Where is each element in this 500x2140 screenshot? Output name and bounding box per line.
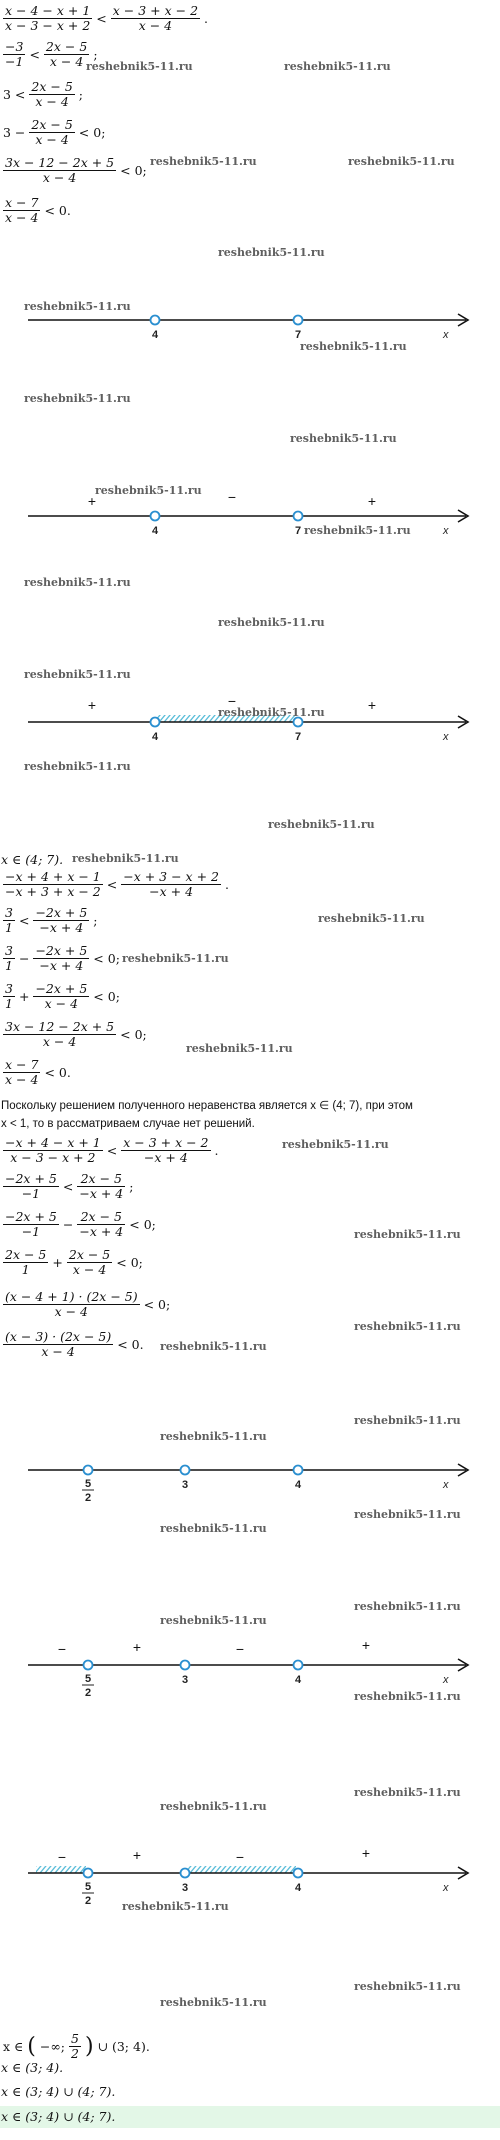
open-point-4: [294, 1661, 303, 1670]
watermark: reshebnik5-11.ru: [318, 912, 425, 925]
sign-1: +: [87, 493, 97, 509]
open-point-4: [151, 718, 160, 727]
watermark: reshebnik5-11.ru: [354, 1320, 461, 1333]
tick-label-3: 3: [181, 1674, 189, 1686]
watermark: reshebnik5-11.ru: [160, 1996, 267, 2009]
watermark: reshebnik5-11.ru: [160, 1340, 267, 1353]
watermark: reshebnik5-11.ru: [160, 1614, 267, 1627]
watermark: reshebnik5-11.ru: [354, 1786, 461, 1799]
watermark: reshebnik5-11.ru: [86, 60, 193, 73]
watermark: reshebnik5-11.ru: [24, 668, 131, 681]
case2-line-3: $\frac{3}{1}$ − $\frac{-2x + 5}{-x + 4}$ < 0;: [5, 943, 120, 973]
final-answer: x ∈ (3; 4) ∪ (4; 7).: [1, 2109, 116, 2124]
watermark: reshebnik5-11.ru: [218, 616, 325, 629]
case2-line-1: $\frac{-x + 4 + x - 1}{-x + 3 + x - 2}$ < $\frac{-x + 3 - x + 2}{-x + 4}$ .: [5, 869, 229, 899]
watermark: reshebnik5-11.ru: [218, 706, 325, 719]
watermark: reshebnik5-11.ru: [24, 760, 131, 773]
case3-line-4: $\frac{2x - 5}{1}$ + $\frac{2x - 5}{x - 4}$ < 0;: [5, 1247, 143, 1277]
tick-label-5-2-num: 5: [84, 1673, 92, 1685]
watermark: reshebnik5-11.ru: [160, 1522, 267, 1535]
sign-1: −: [57, 1849, 67, 1865]
tick-label-5-2-num: 5: [84, 1478, 92, 1490]
watermark: reshebnik5-11.ru: [24, 576, 131, 589]
watermark: reshebnik5-11.ru: [186, 1042, 293, 1055]
case1-line-4: 3 − $\frac{2x - 5}{x - 4}$ < 0;: [3, 117, 106, 147]
tick-label-4: 4: [294, 1882, 302, 1894]
case2-line-6: $\frac{x - 7}{x - 4}$ < 0.: [5, 1057, 71, 1087]
open-point-5-2: [84, 1869, 93, 1878]
case1-line-6: $\frac{x - 7}{x - 4}$ < 0.: [5, 195, 71, 225]
tick-label-7: 7: [294, 525, 302, 537]
case1-result: x ∈ (4; 7).: [1, 852, 64, 867]
tick-label-5-2-den: 2: [84, 1895, 92, 1907]
open-point-7: [294, 316, 303, 325]
watermark: reshebnik5-11.ru: [218, 246, 325, 259]
open-point-4: [151, 316, 160, 325]
tick-label-5-2-den: 2: [84, 1687, 92, 1699]
open-point-3: [181, 1661, 190, 1670]
final-result-1: x ∈ (3; 4).: [1, 2060, 64, 2075]
case1-axis-solution: [0, 693, 500, 752]
watermark: reshebnik5-11.ru: [354, 1690, 461, 1703]
watermark: reshebnik5-11.ru: [122, 952, 229, 965]
watermark: reshebnik5-11.ru: [354, 1980, 461, 1993]
tick-label-7: 7: [294, 329, 302, 341]
case2-line-2: $\frac{3}{1}$ < $\frac{-2x + 5}{-x + 4}$ ;: [5, 905, 98, 935]
watermark: reshebnik5-11.ru: [354, 1508, 461, 1521]
watermark: reshebnik5-11.ru: [348, 155, 455, 168]
tick-label-5-2-num: 5: [84, 1881, 92, 1893]
case2-note-1: Поскольку решением полученного неравенства является x ∈ (4; 7), при этом: [1, 1100, 413, 1112]
axis-x-label: x: [443, 329, 449, 341]
axis-x-label: x: [443, 1674, 449, 1686]
case2-note-2: x < 1, то в рассматриваем случае нет решений.: [1, 1118, 255, 1130]
case2-line-5: $\frac{3x - 12 - 2x + 5}{x - 4}$ < 0;: [5, 1019, 147, 1049]
case1-line-2: $\frac{-3}{-1}$ < $\frac{2x - 5}{x - 4}$ ;: [5, 39, 98, 69]
case3-result: x ∈ ( −∞; $\frac{5}{2}$ ) ∪ (3; 4).: [3, 2031, 150, 2061]
case3-line-5: $\frac{(x - 4 + 1) \cdot (2x - 5)}{x - 4}$ < 0;: [5, 1289, 171, 1319]
watermark: reshebnik5-11.ru: [160, 1430, 267, 1443]
final-result-2: x ∈ (3; 4) ∪ (4; 7).: [1, 2084, 116, 2099]
tick-label-4: 4: [294, 1479, 302, 1491]
watermark: reshebnik5-11.ru: [300, 340, 407, 353]
watermark: reshebnik5-11.ru: [282, 1138, 389, 1151]
tick-label-3: 3: [181, 1882, 189, 1894]
sign-3: +: [367, 697, 377, 713]
open-point-4: [294, 1466, 303, 1475]
case1-line-1: $\frac{x - 4 - x + 1}{x - 3 - x + 2}$ < $\frac{x - 3 + x - 2}{x - 4}$ .: [5, 3, 209, 33]
case1-axis-signs: [0, 490, 500, 546]
axis-x-label: x: [443, 1882, 449, 1894]
case3-line-3: $\frac{-2x + 5}{-1}$ − $\frac{2x - 5}{-x + 4}$ < 0;: [5, 1209, 156, 1239]
axis-x-label: x: [443, 1479, 449, 1491]
watermark: reshebnik5-11.ru: [284, 60, 391, 73]
tick-label-3: 3: [181, 1479, 189, 1491]
tick-label-7: 7: [294, 731, 302, 743]
tick-label-4: 4: [294, 1674, 302, 1686]
watermark: reshebnik5-11.ru: [304, 524, 411, 537]
watermark: reshebnik5-11.ru: [122, 1900, 229, 1913]
sign-2: −: [227, 489, 237, 505]
watermark: reshebnik5-11.ru: [268, 818, 375, 831]
tick-label-4: 4: [151, 525, 159, 537]
solution-hatch-left: [36, 1866, 86, 1873]
tick-label-4: 4: [151, 329, 159, 341]
sign-3: −: [235, 1849, 245, 1865]
open-point-3: [181, 1466, 190, 1475]
watermark: reshebnik5-11.ru: [354, 1228, 461, 1241]
open-point-4: [294, 1869, 303, 1878]
watermark: reshebnik5-11.ru: [290, 432, 397, 445]
open-point-5-2: [84, 1466, 93, 1475]
watermark: reshebnik5-11.ru: [24, 300, 131, 313]
watermark: reshebnik5-11.ru: [160, 1800, 267, 1813]
sign-3: −: [235, 1641, 245, 1657]
sign-2: +: [132, 1639, 142, 1655]
case2-line-4: $\frac{3}{1}$ + $\frac{-2x + 5}{x - 4}$ < 0;: [5, 981, 120, 1011]
solution-hatch-middle: [187, 1866, 296, 1873]
watermark: reshebnik5-11.ru: [95, 484, 202, 497]
watermark: reshebnik5-11.ru: [72, 852, 179, 865]
tick-label-5-2-den: 2: [84, 1492, 92, 1504]
sign-2: −: [227, 693, 237, 709]
watermark: reshebnik5-11.ru: [150, 155, 257, 168]
watermark: reshebnik5-11.ru: [24, 392, 131, 405]
tick-label-4: 4: [151, 731, 159, 743]
sign-1: +: [87, 697, 97, 713]
axis-x-label: x: [443, 731, 449, 743]
sign-1: −: [57, 1641, 67, 1657]
watermark: reshebnik5-11.ru: [354, 1600, 461, 1613]
watermark: reshebnik5-11.ru: [354, 1414, 461, 1427]
case3-line-1: $\frac{-x + 4 - x + 1}{x - 3 - x + 2}$ < $\frac{x - 3 + x - 2}{-x + 4}$ .: [5, 1135, 219, 1165]
sign-3: +: [367, 493, 377, 509]
sign-4: +: [361, 1637, 371, 1653]
open-point-3: [181, 1869, 190, 1878]
case1-line-3: 3 < $\frac{2x - 5}{x - 4}$ ;: [3, 79, 84, 109]
case1-line-5: $\frac{3x - 12 - 2x + 5}{x - 4}$ < 0;: [5, 155, 147, 185]
open-point-4: [151, 512, 160, 521]
open-point-5-2: [84, 1661, 93, 1670]
case3-axis-solution: [0, 1845, 500, 1912]
sign-4: +: [361, 1845, 371, 1861]
sign-2: +: [132, 1847, 142, 1863]
case3-line-2: $\frac{-2x + 5}{-1}$ < $\frac{2x - 5}{-x + 4}$ ;: [5, 1171, 134, 1201]
case3-line-6: $\frac{(x - 3) \cdot (2x - 5)}{x - 4}$ < 0.: [5, 1329, 144, 1359]
open-point-7: [294, 512, 303, 521]
case3-axis-points: [0, 1450, 500, 1512]
axis-x-label: x: [443, 525, 449, 537]
